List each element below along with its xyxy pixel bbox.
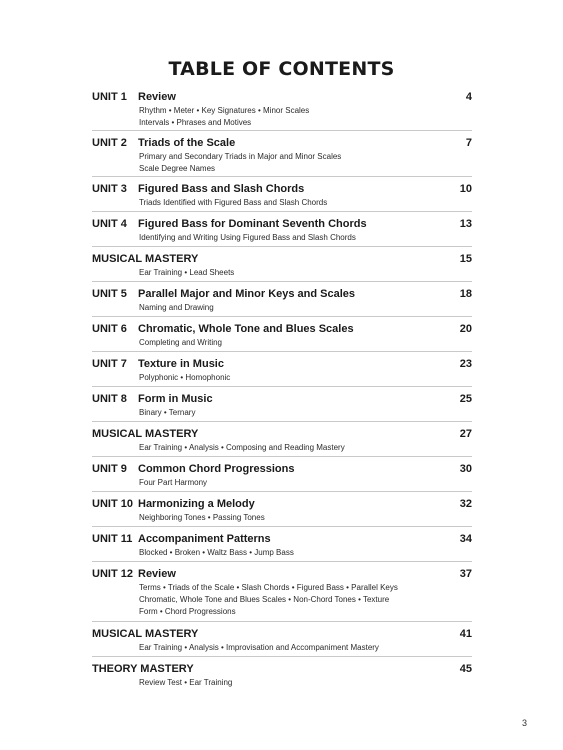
page-title: TABLE OF CONTENTS (168, 58, 395, 80)
page-number-ref: 41 (459, 628, 472, 640)
divider (92, 316, 472, 317)
topic-line: Four Part Harmony (139, 478, 208, 487)
page-number-ref: 25 (459, 393, 472, 405)
topic-line: Neighboring Tones • Passing Tones (139, 513, 265, 522)
toc-entry (92, 252, 472, 279)
page-number-ref: 7 (465, 137, 472, 149)
unit-label: UNIT 2 (92, 137, 127, 149)
divider (92, 246, 472, 247)
toc-entry (92, 182, 472, 209)
toc-entry-heading (92, 182, 472, 197)
toc-entry-heading (92, 497, 472, 512)
unit-label: UNIT 4 (92, 218, 127, 230)
unit-label: UNIT 8 (92, 393, 127, 405)
topic-line: Terms • Triads of the Scale • Slash Chords • Figured Bass • Parallel Keys (139, 583, 398, 592)
page-number-ref: 45 (459, 663, 472, 675)
topic-line: Completing and Writing (139, 338, 223, 347)
topic-line: Rhythm • Meter • Key Signatures • Minor Scales (139, 106, 310, 115)
topic-line: Polyphonic • Homophonic (139, 373, 231, 382)
toc-entry-heading (92, 322, 472, 337)
toc-entry (92, 462, 472, 489)
unit-title: Triads of the Scale (138, 137, 236, 149)
toc-entry (92, 567, 472, 618)
toc-entry-heading (92, 662, 472, 677)
topic-line: Ear Training • Lead Sheets (139, 268, 235, 277)
toc-entry (92, 357, 472, 384)
page-number-ref: 18 (459, 288, 472, 300)
divider (92, 561, 472, 562)
divider (92, 456, 472, 457)
topic-line: Primary and Secondary Triads in Major and Minor Scales (139, 152, 342, 161)
divider (92, 386, 472, 387)
toc-entry (92, 627, 472, 654)
unit-label: UNIT 3 (92, 183, 127, 195)
unit-title: Review (138, 91, 176, 103)
toc-entry-heading (92, 627, 472, 642)
toc-entry (92, 392, 472, 419)
page-number-ref: 23 (459, 358, 472, 370)
unit-title: Parallel Major and Minor Keys and Scales (138, 288, 356, 300)
topic-line: Chromatic, Whole Tone and Blues Scales • Non-Chord Tones • Texture (139, 595, 390, 604)
toc-entry (92, 497, 472, 524)
topic-line: Scale Degree Names (139, 164, 216, 173)
toc-entry-heading (92, 427, 472, 442)
page-number-ref: 27 (459, 428, 472, 440)
divider (92, 281, 472, 282)
divider (92, 351, 472, 352)
topic-line: Binary • Ternary (139, 408, 196, 417)
toc-entry (92, 427, 472, 454)
unit-title: Figured Bass and Slash Chords (138, 183, 305, 195)
section-title: MUSICAL MASTERY (92, 428, 199, 440)
unit-label: UNIT 7 (92, 358, 127, 370)
page-number-ref: 30 (459, 463, 472, 475)
toc-entry (92, 322, 472, 349)
unit-label: UNIT 12 (92, 568, 133, 580)
topic-line: Blocked • Broken • Waltz Bass • Jump Bass (139, 548, 294, 557)
divider (92, 211, 472, 212)
unit-label: UNIT 10 (92, 498, 133, 510)
divider (92, 526, 472, 527)
topic-line: Form • Chord Progressions (139, 607, 236, 616)
section-title: THEORY MASTERY (92, 663, 194, 675)
divider (92, 491, 472, 492)
topic-line: Triads Identified with Figured Bass and Slash Chords (139, 198, 328, 207)
unit-label: UNIT 6 (92, 323, 127, 335)
unit-label: UNIT 1 (92, 91, 127, 103)
unit-title: Texture in Music (138, 358, 224, 370)
divider (92, 130, 472, 131)
toc-entry (92, 662, 472, 689)
toc-entry (92, 90, 472, 129)
unit-label: UNIT 5 (92, 288, 127, 300)
section-title: MUSICAL MASTERY (92, 253, 199, 265)
toc-entry (92, 136, 472, 175)
topic-line: Ear Training • Analysis • Composing and Reading Mastery (139, 443, 345, 452)
toc-entry (92, 532, 472, 559)
divider (92, 621, 472, 622)
toc-entry-heading (92, 357, 472, 372)
topic-line: Intervals • Phrases and Motives (139, 118, 252, 127)
unit-title: Review (138, 568, 176, 580)
divider (92, 176, 472, 177)
divider (92, 421, 472, 422)
toc-entry-heading (92, 567, 472, 582)
unit-title: Common Chord Progressions (138, 463, 295, 475)
toc-entry-heading (92, 90, 472, 105)
toc-entry-heading (92, 217, 472, 232)
page-number-ref: 34 (459, 533, 472, 545)
toc-entry-heading (92, 287, 472, 302)
page-number-ref: 15 (459, 253, 472, 265)
topic-line: Identifying and Writing Using Figured Bass and Slash Chords (139, 233, 356, 242)
divider (92, 656, 472, 657)
toc-entry-heading (92, 462, 472, 477)
page-number-ref: 4 (465, 91, 472, 103)
page-number-ref: 20 (459, 323, 472, 335)
page-number-ref: 32 (459, 498, 472, 510)
topic-line: Naming and Drawing (139, 303, 214, 312)
page-number-ref: 13 (459, 218, 472, 230)
topic-line: Review Test • Ear Training (139, 678, 233, 687)
toc-entry-heading (92, 252, 472, 267)
toc-entry (92, 287, 472, 314)
toc-entry-heading (92, 136, 472, 151)
toc-entry-heading (92, 392, 472, 407)
unit-title: Form in Music (138, 393, 213, 405)
section-title: MUSICAL MASTERY (92, 628, 199, 640)
page-number-ref: 10 (459, 183, 472, 195)
toc-entry (92, 217, 472, 244)
page-number: 3 (522, 718, 528, 728)
toc-entry-heading (92, 532, 472, 547)
unit-label: UNIT 11 (92, 533, 133, 545)
page-number-ref: 37 (459, 568, 472, 580)
unit-title: Accompaniment Patterns (138, 533, 271, 545)
topic-line: Ear Training • Analysis • Improvisation and Accompaniment Mastery (139, 643, 379, 652)
unit-label: UNIT 9 (92, 463, 127, 475)
unit-title: Figured Bass for Dominant Seventh Chords (138, 218, 367, 230)
unit-title: Chromatic, Whole Tone and Blues Scales (138, 323, 354, 335)
unit-title: Harmonizing a Melody (138, 498, 255, 510)
